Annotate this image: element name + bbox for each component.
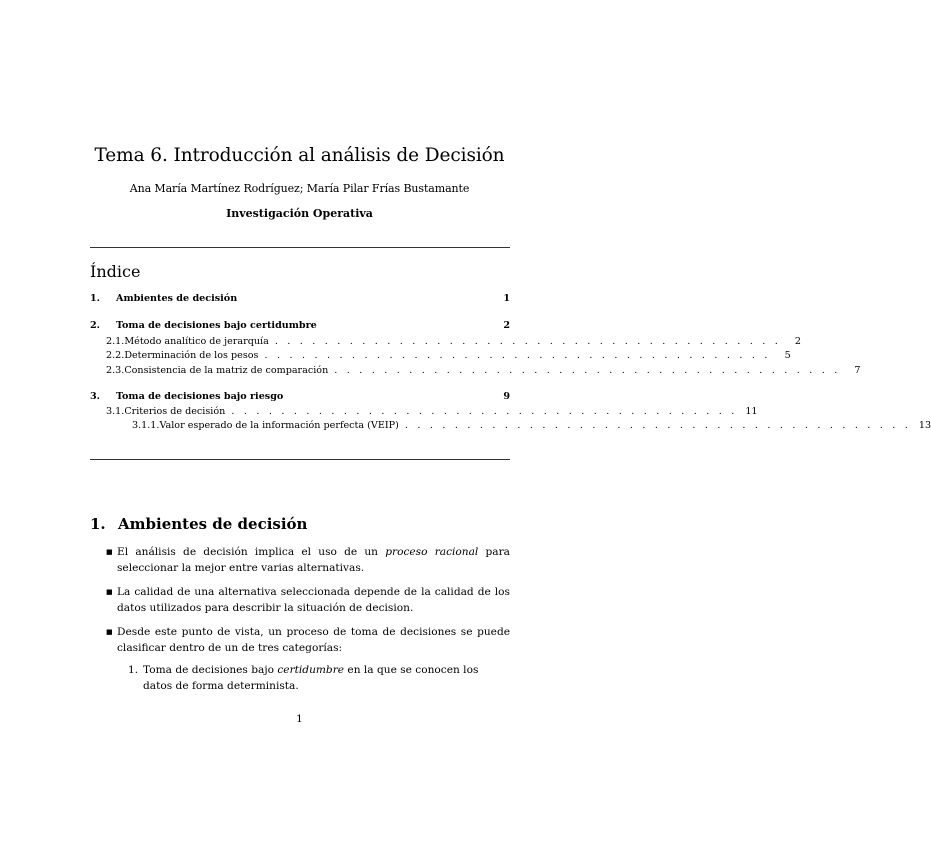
toc-entry-label: Toma de decisiones bajo riesgo — [116, 391, 284, 402]
bullet-item — [90, 544, 510, 576]
document-authors: Ana María Martínez Rodríguez; María Pilar Frías Bustamante — [129, 182, 470, 195]
toc-entry-label: Determinación de los pesos — [124, 350, 259, 361]
toc-entry-page: 9 — [503, 391, 510, 402]
toc-entry-number: 1. — [90, 293, 101, 304]
toc-leader: . . . . . . . . . . . . . . . . . . . . . . . . . . . . . . . . . . . . . . . . . — [264, 350, 771, 361]
toc-entry-label: Método analítico de jerarquía — [124, 336, 269, 347]
toc-entry-number: 3.1. — [106, 406, 125, 417]
bullet-icon: ■ — [106, 588, 113, 596]
section-title: Ambientes de decisión — [118, 515, 308, 533]
section-heading — [90, 515, 307, 533]
toc-entry-page: 13 — [918, 420, 931, 431]
toc-leader: . . . . . . . . . . . . . . . . . . . . . . . . . . . . . . . . . . . . . . . . . — [274, 336, 782, 347]
bullet-text: El análisis de decisión implica el uso de un proceso racional para seleccionar la mejor entre varias alternativas. — [117, 546, 510, 574]
toc-entry-page: 5 — [784, 350, 791, 361]
bullet-icon: ■ — [106, 628, 113, 636]
toc-entry-2-3[interactable] — [106, 365, 861, 379]
toc-entry-label: Consistencia de la matriz de comparación — [124, 365, 329, 376]
toc-entry-number: 2. — [90, 320, 101, 331]
toc-entry-1[interactable] — [90, 293, 510, 307]
toc-leader: . . . . . . . . . . . . . . . . . . . . . . . . . . . . . . . . . . . . . . . . . — [334, 365, 841, 376]
toc-leader: . . . . . . . . . . . . . . . . . . . . . . . . . . . . . . . . . . . . . . . . . — [404, 420, 912, 431]
toc-entry-number: 2.1. — [106, 336, 125, 347]
toc-entry-2[interactable] — [90, 320, 510, 334]
toc-entry-number: 2.3. — [106, 365, 125, 376]
bullet-text: Desde este punto de vista, un proceso de toma de decisiones se puede clasificar dentro de un de tres categorías: — [117, 626, 510, 654]
toc-heading: Índice — [90, 262, 141, 281]
bullet-item — [90, 584, 510, 616]
toc-entry-page: 1 — [503, 293, 510, 304]
document-institution: Investigación Operativa — [226, 207, 373, 220]
toc-entry-number: 3. — [90, 391, 101, 402]
toc-entry-page: 2 — [794, 336, 802, 347]
toc-entry-2-2[interactable] — [106, 350, 791, 364]
toc-entry-number: 3.1.1. — [132, 420, 160, 431]
toc-entry-label: Toma de decisiones bajo certidumbre — [116, 320, 317, 331]
toc-entry-page: 7 — [854, 365, 861, 376]
document-title: Tema 6. Introducción al análisis de Decisión — [94, 145, 505, 166]
toc-entry-2-1[interactable] — [106, 336, 802, 350]
section-number: 1. — [90, 515, 106, 533]
enum-text: Toma de decisiones bajo certidumbre en la que se conocen los datos de forma determinista. — [143, 664, 479, 692]
toc-entry-number: 2.2. — [106, 350, 125, 361]
bullet-icon: ■ — [106, 548, 113, 556]
toc-entry-3-1-1[interactable] — [132, 420, 931, 434]
enum-number: 1. — [128, 664, 139, 676]
top-divider — [90, 247, 510, 248]
toc-entry-label: Valor esperado de la información perfecta (VEIP) — [159, 420, 399, 431]
bullet-text: La calidad de una alternativa seleccionada depende de la calidad de los datos utilizados para describir la situación de decision. — [117, 586, 510, 614]
toc-entry-label: Ambientes de decisión — [116, 293, 238, 304]
toc-entry-3[interactable] — [90, 391, 510, 405]
toc-entry-3-1[interactable] — [106, 406, 758, 420]
toc-leader: . . . . . . . . . . . . . . . . . . . . . . . . . . . . . . . . . . . . . . . . . — [231, 406, 738, 417]
enumerated-item — [128, 662, 510, 694]
bullet-item — [90, 624, 510, 656]
page-number: 1 — [296, 713, 303, 725]
toc-entry-label: Criterios de decisión — [124, 406, 226, 417]
bottom-divider — [90, 459, 510, 460]
toc-entry-page: 2 — [503, 320, 510, 331]
toc-entry-page: 11 — [745, 406, 758, 417]
